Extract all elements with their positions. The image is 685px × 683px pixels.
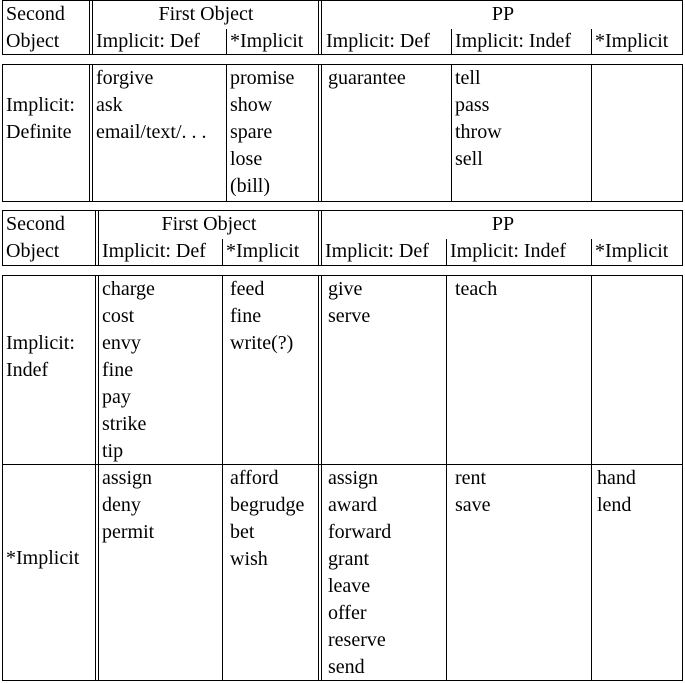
verb: assign <box>102 467 152 489</box>
verb: assign <box>328 467 378 489</box>
verb: hand <box>597 467 636 489</box>
double-rule <box>95 275 96 681</box>
verb: send <box>328 656 365 678</box>
cell-definite-first-star-implicit <box>230 65 294 200</box>
cell-star-pp-star-implicit <box>597 465 636 519</box>
verb: deny <box>102 494 141 516</box>
verb: pass <box>455 94 490 116</box>
verb: fine <box>102 359 134 381</box>
verb: charge <box>102 278 155 300</box>
second-object-header: Second Object <box>6 3 65 52</box>
verb: fine <box>230 305 262 327</box>
row-label-implicit-indef: Implicit: Indef <box>6 332 75 381</box>
verb: strike <box>102 413 147 435</box>
column-rule <box>591 29 592 55</box>
double-rule <box>89 0 90 55</box>
double-rule <box>92 64 93 202</box>
cell-star-first-implicit-def <box>102 465 154 546</box>
verb: (bill) <box>230 175 270 197</box>
subheader-pp-implicit-indef: Implicit: Indef <box>450 240 567 262</box>
verb: forgive <box>96 67 154 89</box>
column-rule <box>591 275 592 681</box>
verb: forward <box>328 521 392 543</box>
verb: pay <box>102 386 131 408</box>
cell-indef-first-star-implicit <box>230 276 293 357</box>
double-rule <box>89 64 90 202</box>
row-label-star-implicit: *Implicit <box>6 547 80 569</box>
verb: reserve <box>328 629 386 651</box>
verb: guarantee <box>328 67 406 89</box>
verb: feed <box>230 278 265 300</box>
verb: offer <box>328 602 367 624</box>
verb: wish <box>230 548 268 570</box>
verb: begrudge <box>230 494 305 516</box>
cell-indef-first-implicit-def <box>102 276 155 465</box>
cell-star-first-star-implicit <box>230 465 304 573</box>
verb: save <box>455 494 491 516</box>
verb: serve <box>328 305 371 327</box>
subheader-first-implicit-def: Implicit: Def <box>96 30 200 52</box>
column-rule <box>226 64 227 202</box>
cell-definite-pp-implicit-indef <box>455 65 502 173</box>
first-object-header: First Object <box>158 3 254 25</box>
cell-definite-first-implicit-def <box>96 65 207 146</box>
column-rule <box>591 64 592 202</box>
verb: sell <box>455 148 483 170</box>
verb: envy <box>102 332 141 354</box>
verb: bet <box>230 521 255 543</box>
verb: tell <box>455 67 481 89</box>
subheader-first-implicit-def: Implicit: Def <box>102 240 206 262</box>
verb: award <box>328 494 377 516</box>
verb: show <box>230 94 273 116</box>
double-rule <box>318 275 319 681</box>
subheader-pp-implicit-indef: Implicit: Indef <box>455 30 572 52</box>
cell-indef-pp-implicit-def <box>328 276 370 330</box>
verb: cost <box>102 305 135 327</box>
double-rule <box>318 64 319 202</box>
column-rule <box>446 239 447 266</box>
pp-header: PP <box>491 3 515 25</box>
column-rule <box>226 29 227 55</box>
column-rule <box>451 64 452 202</box>
column-rule <box>451 29 452 55</box>
column-rule <box>222 239 223 266</box>
double-rule <box>95 210 96 266</box>
verb: tip <box>102 440 124 462</box>
subheader-first-star-implicit: *Implicit <box>230 30 304 52</box>
second-object-header: Second Object <box>6 213 65 262</box>
first-object-header: First Object <box>161 213 257 235</box>
cell-star-pp-implicit-indef <box>455 465 491 519</box>
double-rule <box>98 275 99 681</box>
verb: email/text/. . . <box>96 121 207 143</box>
cell-star-pp-implicit-def <box>328 465 391 681</box>
column-rule <box>446 275 447 681</box>
subheader-pp-implicit-def: Implicit: Def <box>325 240 429 262</box>
subheader-pp-star-implicit: *Implicit <box>595 240 669 262</box>
verb: throw <box>455 121 502 143</box>
verb: ask <box>96 94 123 116</box>
verb: promise <box>230 67 295 89</box>
verb: lend <box>597 494 632 516</box>
double-rule <box>321 64 322 202</box>
double-rule <box>318 0 319 55</box>
column-rule <box>222 275 223 681</box>
cell-indef-pp-implicit-indef <box>455 276 497 303</box>
subheader-pp-star-implicit: *Implicit <box>595 30 669 52</box>
double-rule <box>321 275 322 681</box>
column-rule <box>591 239 592 266</box>
verb: lose <box>230 148 263 170</box>
verb: leave <box>328 575 371 597</box>
subheader-first-star-implicit: *Implicit <box>226 240 300 262</box>
verb: rent <box>455 467 487 489</box>
double-rule <box>318 210 319 266</box>
verb: give <box>328 278 363 300</box>
verb: afford <box>230 467 279 489</box>
verb: write(?) <box>230 332 294 354</box>
verb: spare <box>230 121 273 143</box>
cell-definite-pp-implicit-def <box>328 65 406 92</box>
verb: grant <box>328 548 370 570</box>
verb: permit <box>102 521 155 543</box>
row-label-implicit-definite: Implicit: Definite <box>6 94 75 143</box>
pp-header: PP <box>491 213 515 235</box>
verb: teach <box>455 278 498 300</box>
subheader-pp-implicit-def: Implicit: Def <box>326 30 430 52</box>
